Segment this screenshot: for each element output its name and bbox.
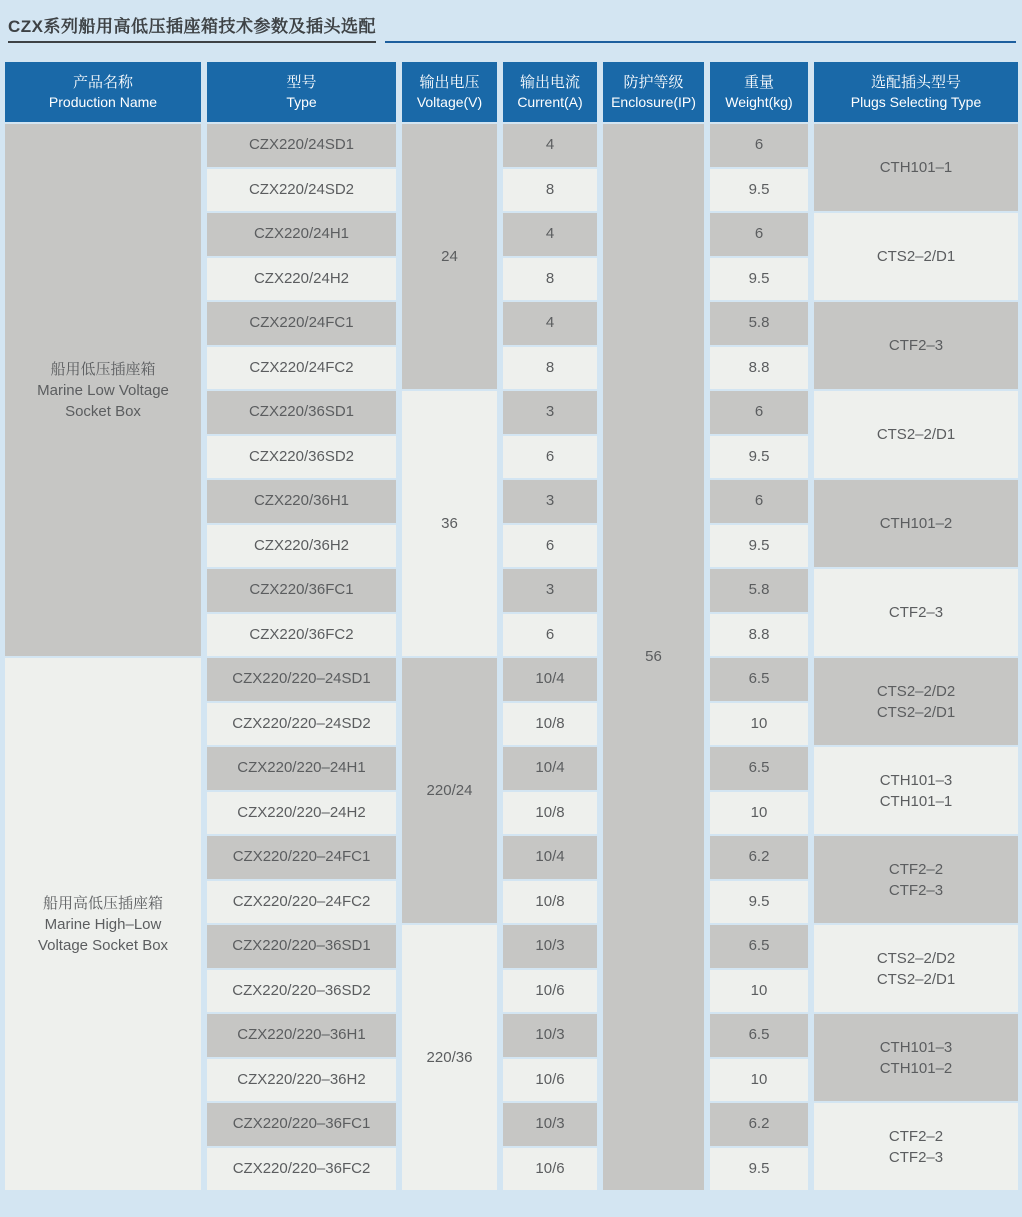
product-line: 船用高低压插座箱 [42,894,163,912]
type-cell: CZX220/24FC2 [207,347,396,390]
plug-line: CTS2–2/D1 [876,970,956,988]
plug-cell [814,391,1018,478]
col-header-zh: 重量 [743,73,774,91]
plug-line: CTH101–2 [879,1059,953,1077]
col-header-enclosure [603,62,704,122]
type-cell: CZX220/36H2 [207,525,396,568]
weight-cell: 6.5 [710,1014,808,1057]
product-line: Marine High–Low [44,915,162,933]
col-header-en: Production Name [48,93,158,110]
plug-line: CTF2–2 [888,860,944,878]
col-header-weight [710,62,808,122]
current-cell: 8 [503,258,597,301]
plug-line: CTH101–2 [879,515,953,532]
plug-cell [814,836,1018,923]
weight-cell: 6 [710,480,808,523]
col-header-en: Plugs Selecting Type [850,93,982,110]
weight-cell: 9.5 [710,169,808,212]
product-line: Socket Box [65,402,141,420]
type-cell: CZX220/220–24SD2 [207,703,396,746]
weight-cell: 10 [710,1059,808,1102]
col-header-type [207,62,396,122]
col-header-en: Voltage(V) [416,93,483,110]
current-cell: 6 [503,614,597,657]
current-cell: 10/4 [503,747,597,790]
type-cell: CZX220/36SD2 [207,436,396,479]
plug-cell [814,925,1018,1012]
current-cell: 10/6 [503,1059,597,1102]
current-cell: 6 [503,436,597,479]
plug-cell [814,569,1018,656]
current-cell: 10/4 [503,658,597,701]
col-header-zh: 选配插头型号 [870,73,961,91]
col-header-en: Current(A) [517,93,583,110]
current-cell: 3 [503,569,597,612]
type-cell: CZX220/36H1 [207,480,396,523]
col-header-zh: 型号 [286,73,317,91]
product-line: Marine Low Voltage [37,381,169,399]
col-header-voltage [402,62,497,122]
type-cell: CZX220/24H2 [207,258,396,301]
col-header-en: Type [286,93,317,110]
col-header-zh: 产品名称 [72,73,133,91]
type-cell: CZX220/24FC1 [207,302,396,345]
product-line: 船用低压插座箱 [50,360,156,378]
weight-cell: 6.2 [710,1103,808,1146]
enclosure-cell: 56 [603,124,704,1190]
weight-cell: 9.5 [710,436,808,479]
plug-line: CTS2–2/D1 [876,248,956,265]
plug-cell [814,747,1018,834]
plug-line: CTS2–2/D2 [876,682,956,700]
type-cell: CZX220/24SD1 [207,124,396,167]
weight-cell: 10 [710,970,808,1013]
spec-table [5,62,1018,1190]
voltage-cell: 36 [402,391,497,656]
plug-cell [814,1014,1018,1101]
weight-cell: 9.5 [710,525,808,568]
current-cell: 6 [503,525,597,568]
weight-cell: 6 [710,124,808,167]
plug-line: CTH101–3 [879,771,953,789]
weight-cell: 8.8 [710,347,808,390]
page-title-row [8,12,1016,43]
type-cell: CZX220/220–24H1 [207,747,396,790]
weight-cell: 9.5 [710,1148,808,1191]
weight-cell: 9.5 [710,258,808,301]
weight-cell: 10 [710,792,808,835]
plug-line: CTH101–1 [879,792,953,810]
current-cell: 10/4 [503,836,597,879]
col-header-product-name [5,62,201,122]
type-cell: CZX220/36FC2 [207,614,396,657]
weight-cell: 5.8 [710,569,808,612]
weight-cell: 6 [710,391,808,434]
type-cell: CZX220/220–36FC2 [207,1148,396,1191]
col-header-zh: 防护等级 [623,73,684,91]
weight-cell: 10 [710,703,808,746]
current-cell: 3 [503,391,597,434]
plug-line: CTF2–3 [888,881,944,899]
title-rule-line [385,41,1016,43]
col-header-current [503,62,597,122]
current-cell: 10/8 [503,703,597,746]
type-cell: CZX220/220–36H1 [207,1014,396,1057]
plug-cell [814,124,1018,211]
type-cell: CZX220/220–36SD1 [207,925,396,968]
voltage-cell: 220/24 [402,658,497,923]
page-title: CZX系列船用高低压插座箱技术参数及插头选配 [8,12,376,43]
plug-cell [814,480,1018,567]
plug-line: CTS2–2/D1 [876,426,956,443]
current-cell: 10/8 [503,792,597,835]
plug-cell [814,1103,1018,1190]
current-cell: 10/6 [503,1148,597,1191]
current-cell: 4 [503,213,597,256]
weight-cell: 8.8 [710,614,808,657]
current-cell: 8 [503,169,597,212]
col-header-en: Weight(kg) [725,93,793,110]
weight-cell: 6 [710,213,808,256]
plug-line: CTF2–3 [888,1148,944,1166]
current-cell: 10/6 [503,970,597,1013]
weight-cell: 6.5 [710,925,808,968]
type-cell: CZX220/36FC1 [207,569,396,612]
col-header-zh: 输出电压 [419,73,480,91]
plug-line: CTH101–3 [879,1038,953,1056]
current-cell: 10/3 [503,1103,597,1146]
weight-cell: 6.5 [710,658,808,701]
current-cell: 10/3 [503,925,597,968]
current-cell: 10/8 [503,881,597,924]
current-cell: 4 [503,302,597,345]
col-header-plugs [814,62,1018,122]
voltage-cell: 24 [402,124,497,389]
plug-line: CTF2–3 [888,337,944,354]
type-cell: CZX220/220–24SD1 [207,658,396,701]
type-cell: CZX220/24H1 [207,213,396,256]
type-cell: CZX220/220–36FC1 [207,1103,396,1146]
weight-cell: 5.8 [710,302,808,345]
plug-line: CTS2–2/D2 [876,949,956,967]
current-cell: 4 [503,124,597,167]
current-cell: 3 [503,480,597,523]
voltage-cell: 220/36 [402,925,497,1190]
weight-cell: 6.2 [710,836,808,879]
product-group-high-low-voltage [5,658,201,1190]
col-header-en: Enclosure(IP) [611,93,696,110]
current-cell: 10/3 [503,1014,597,1057]
plug-line: CTF2–2 [888,1127,944,1145]
plug-cell [814,658,1018,745]
product-group-low-voltage [5,124,201,656]
type-cell: CZX220/36SD1 [207,391,396,434]
type-cell: CZX220/220–36SD2 [207,970,396,1013]
current-cell: 8 [503,347,597,390]
type-cell: CZX220/220–24H2 [207,792,396,835]
type-cell: CZX220/220–24FC1 [207,836,396,879]
plug-cell [814,302,1018,389]
type-cell: CZX220/220–24FC2 [207,881,396,924]
plug-line: CTS2–2/D1 [876,703,956,721]
plug-line: CTH101–1 [879,159,953,176]
col-header-zh: 输出电流 [519,73,580,91]
product-line: Voltage Socket Box [37,936,169,954]
type-cell: CZX220/24SD2 [207,169,396,212]
plug-cell [814,213,1018,300]
weight-cell: 6.5 [710,747,808,790]
weight-cell: 9.5 [710,881,808,924]
type-cell: CZX220/220–36H2 [207,1059,396,1102]
plug-line: CTF2–3 [888,604,944,621]
